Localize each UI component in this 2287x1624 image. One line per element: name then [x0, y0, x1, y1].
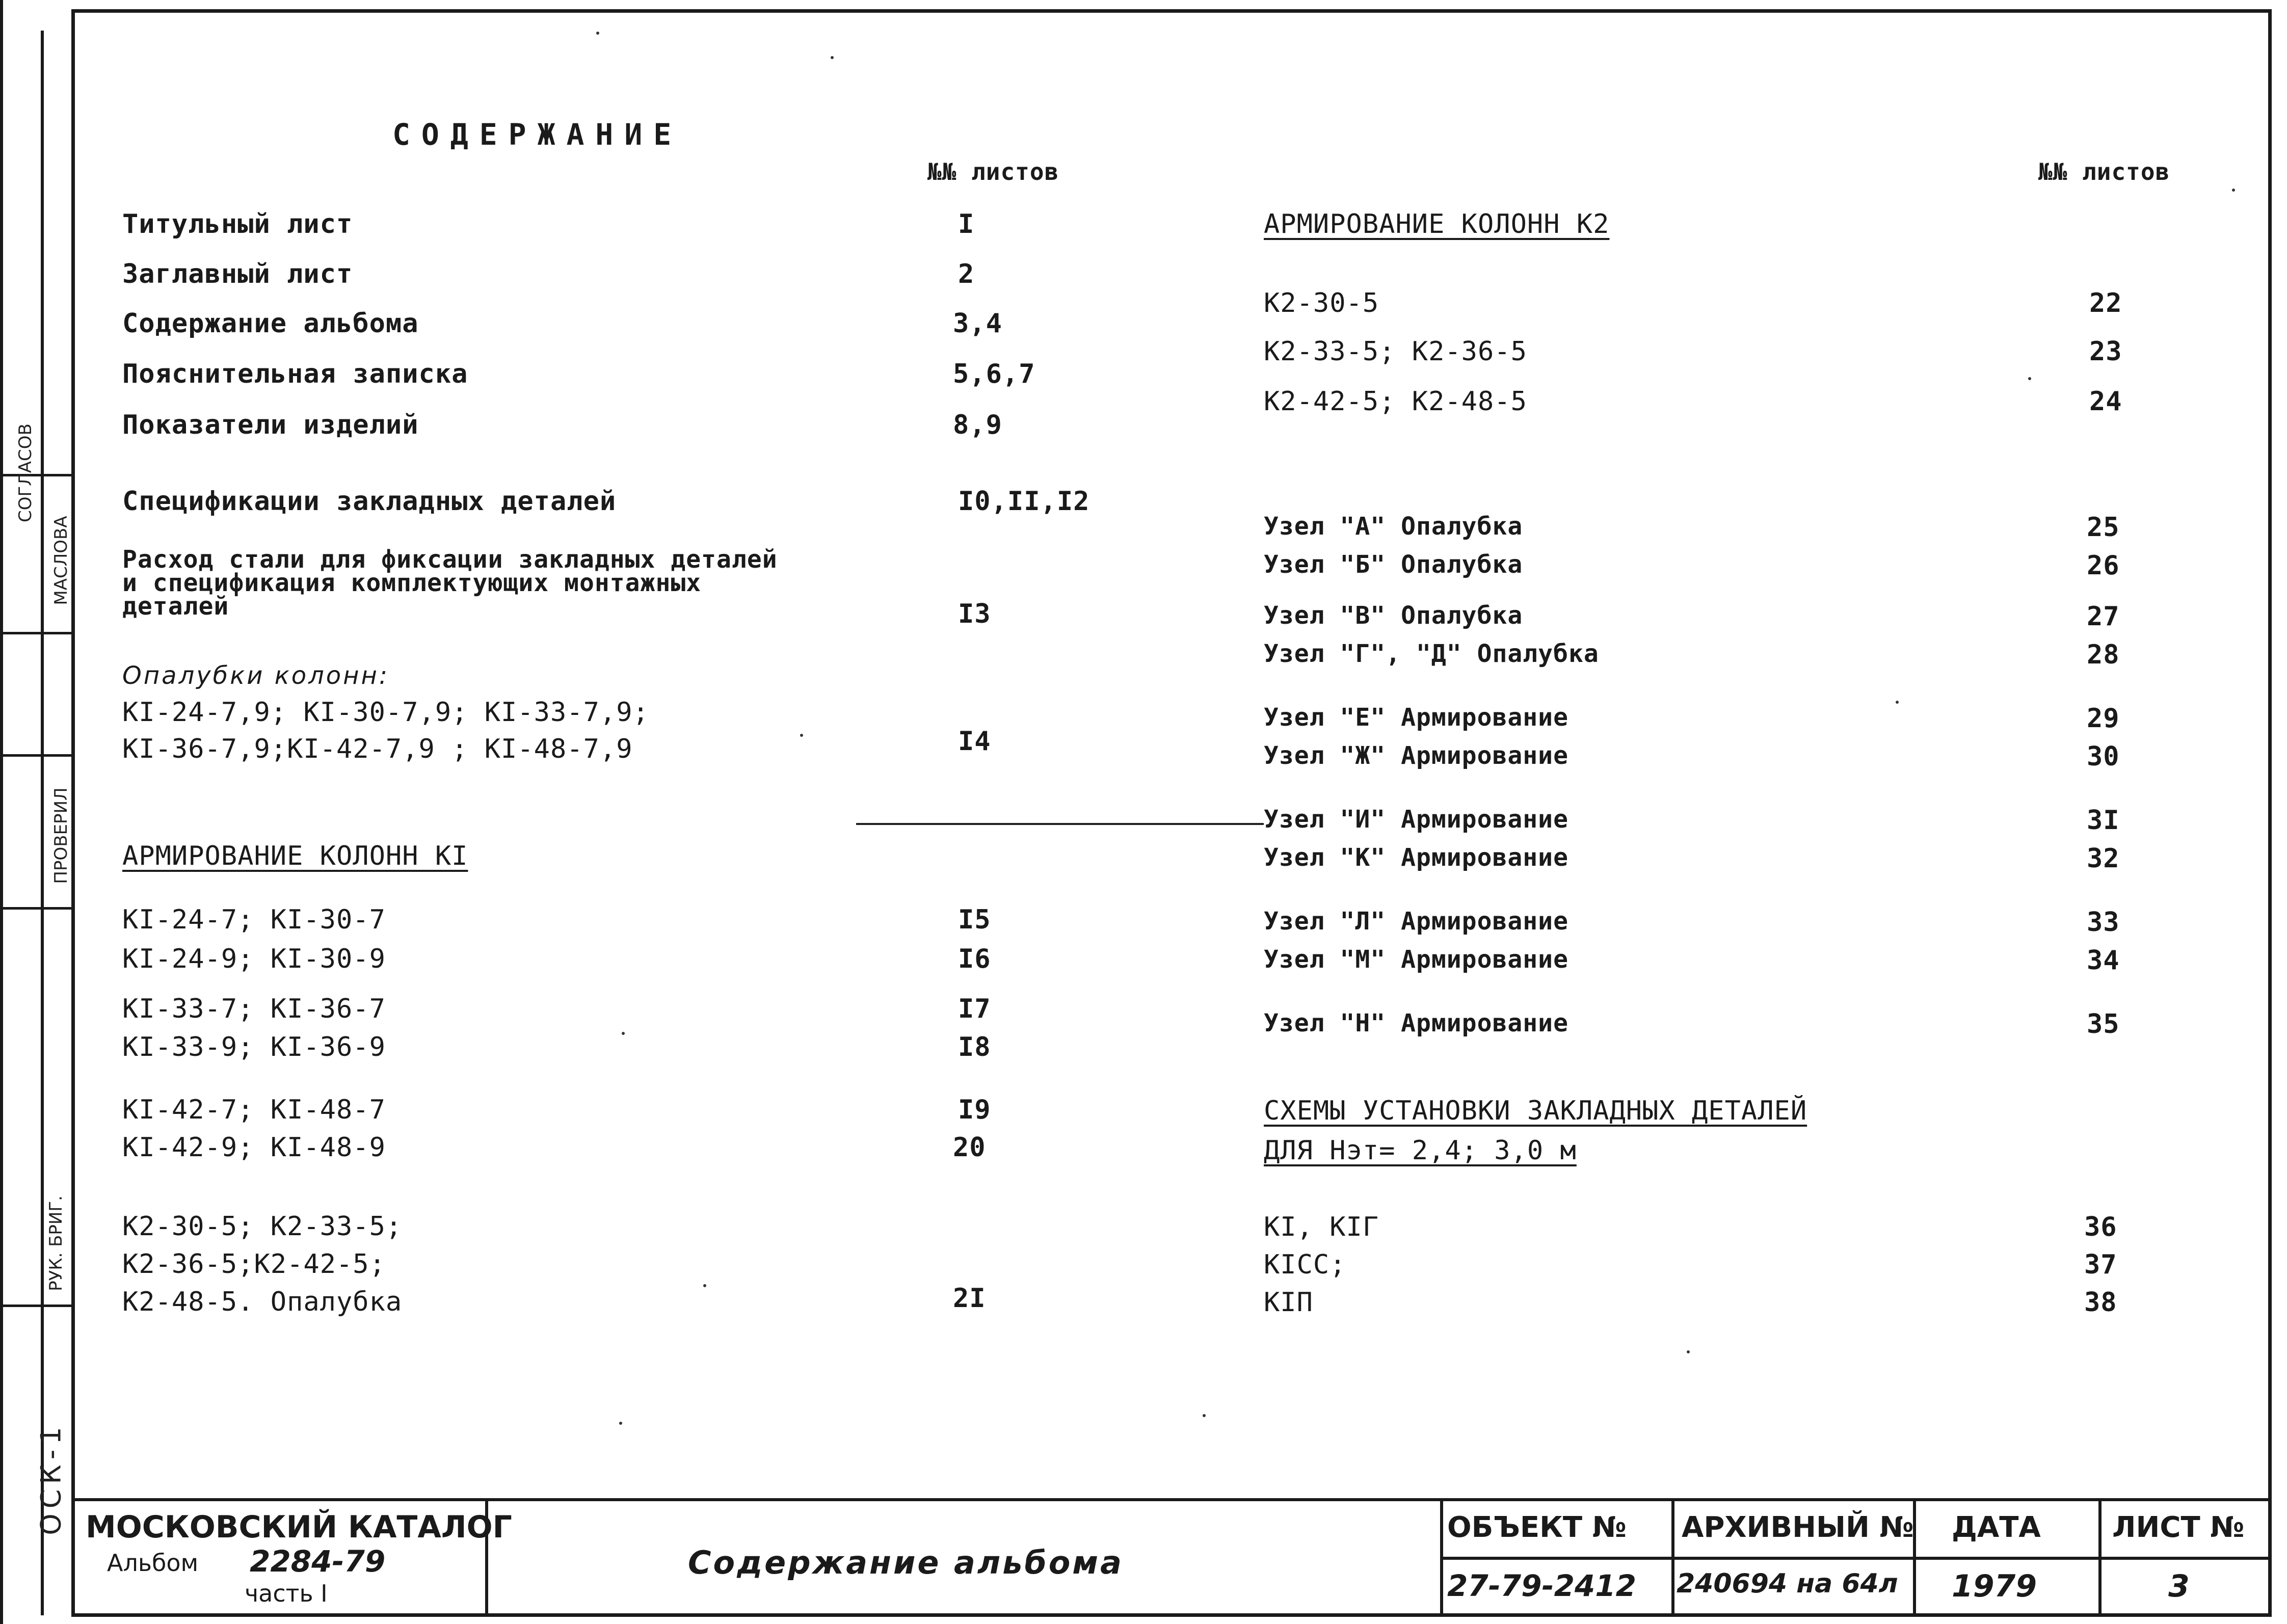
- toc-sheet-number: I: [958, 209, 975, 239]
- strip-divider: [0, 474, 71, 476]
- stamp-album-label: Альбом: [107, 1549, 199, 1577]
- stamp-catalog: МОСКОВСКИЙ КАТАЛОГ: [86, 1509, 512, 1545]
- toc-item-main-sheet: Заглавный лист: [122, 259, 353, 289]
- stamp-archive-value: 240694 на 64л: [1677, 1568, 1898, 1599]
- scan-speck: [1687, 1350, 1690, 1353]
- toc-sheet-number: 28: [2087, 640, 2120, 670]
- toc-sheet-number: 22: [2089, 288, 2122, 318]
- scan-speck: [619, 1422, 622, 1425]
- toc-sheet-number: 35: [2087, 1009, 2120, 1040]
- node-item: Узел "Г", "Д" Опалубка: [1264, 640, 1599, 668]
- scheme-item: КIП: [1264, 1287, 1313, 1318]
- toc-item-formwork: [122, 657, 649, 767]
- scan-speck: [622, 1032, 625, 1035]
- k2-item: К2-30-5: [1264, 288, 1379, 318]
- node-item: Узел "М" Армирование: [1264, 945, 1568, 974]
- toc-sheet-number: 36: [2084, 1212, 2117, 1242]
- k1-section-title: АРМИРОВАНИЕ КОЛОНН КI: [122, 841, 468, 871]
- page-title: СОДЕРЖАНИЕ: [392, 117, 683, 152]
- toc-line: Расход стали для фиксации закладных деталей: [122, 545, 778, 574]
- toc-item-title-sheet: Титульный лист: [122, 209, 353, 239]
- scan-speck: [703, 1284, 706, 1287]
- node-item: Узел "Н" Армирование: [1264, 1009, 1568, 1037]
- toc-sheet-number: 8,9: [953, 410, 1002, 440]
- binding-edge-line: [0, 0, 3, 1624]
- toc-sheet-number: 33: [2087, 907, 2120, 938]
- node-item: Узел "А" Опалубка: [1264, 512, 1523, 541]
- strip-divider: [0, 907, 71, 910]
- stamp-doc-title: Содержание альбома: [688, 1544, 1124, 1581]
- node-item: Узел "Ж" Армирование: [1264, 741, 1568, 770]
- node-item: Узел "Л" Армирование: [1264, 907, 1568, 936]
- toc-line: К2-36-5;К2-42-5;: [122, 1249, 386, 1280]
- toc-sheet-number: I0,II,I2: [958, 486, 1090, 517]
- signer-name: МАСЛОВА: [51, 516, 71, 605]
- scan-speck: [800, 734, 803, 737]
- scan-speck: [2028, 377, 2031, 380]
- toc-sheet-number: I9: [958, 1095, 991, 1125]
- k1-item: КI-42-9; КI-48-9: [122, 1132, 386, 1163]
- toc-sheet-number: 2I: [953, 1283, 986, 1314]
- brigade-label: РУК. БРИГ.: [46, 1195, 66, 1291]
- node-item: Узел "Б" Опалубка: [1264, 550, 1523, 579]
- stamp-sheet-value: 3: [2168, 1568, 2190, 1604]
- k1-item: КI-24-9; КI-30-9: [122, 944, 386, 974]
- k1-item: КI-24-7; КI-30-7: [122, 904, 386, 935]
- code-label: ОСК-1: [35, 1422, 67, 1535]
- stamp-part: часть I: [245, 1580, 328, 1607]
- toc-sheet-number: 34: [2087, 945, 2120, 976]
- agreed-label: СОГЛАСОВ: [15, 423, 36, 522]
- stamp-object-value: 27-79-2412: [1447, 1568, 1636, 1603]
- binding-strip-line: [41, 31, 44, 1615]
- stamp-archive-header: АРХИВНЫЙ №: [1682, 1511, 1914, 1544]
- toc-sheet-number: 27: [2087, 601, 2120, 632]
- toc-sheet-number: 3I: [2087, 805, 2120, 836]
- toc-line: и спецификация комплектующих монтажных: [122, 569, 702, 597]
- scheme-item: КIСС;: [1264, 1249, 1346, 1280]
- toc-sheet-number: I5: [958, 904, 991, 935]
- toc-sheet-number: 2: [958, 259, 975, 289]
- toc-sheet-number: 24: [2089, 386, 2122, 417]
- toc-sheet-number: 23: [2089, 336, 2122, 367]
- strip-divider: [0, 1304, 71, 1307]
- stamp-row-divider: [1440, 1557, 2272, 1560]
- toc-sheet-number: 30: [2087, 741, 2120, 772]
- toc-line: Опалубки колонн:: [122, 661, 390, 690]
- k1-item: КI-33-7; КI-36-7: [122, 994, 386, 1024]
- toc-sheet-number: 26: [2087, 550, 2120, 581]
- toc-line: К2-30-5; К2-33-5;: [122, 1211, 403, 1242]
- toc-line: КI-36-7,9;КI-42-7,9 ; КI-48-7,9: [122, 734, 633, 764]
- toc-sheet-number: 3,4: [953, 308, 1002, 339]
- scheme-item: КI, КIГ: [1264, 1212, 1379, 1242]
- toc-sheet-number: 5,6,7: [953, 359, 1035, 389]
- leader-line: [856, 823, 1264, 825]
- sheets-header-left: №№ листов: [927, 158, 1059, 185]
- toc-sheet-number: I8: [958, 1032, 991, 1062]
- stamp-object-header: ОБЪЕКТ №: [1447, 1511, 1627, 1544]
- toc-sheet-number: I3: [958, 599, 991, 629]
- toc-sheet-number: 37: [2084, 1249, 2117, 1280]
- toc-line: деталей: [122, 592, 229, 621]
- toc-line: КI-24-7,9; КI-30-7,9; КI-33-7,9;: [122, 697, 649, 728]
- strip-divider: [0, 632, 71, 634]
- scan-speck: [1203, 1414, 1206, 1417]
- toc-item-embedded-specs: Спецификации закладных деталей: [122, 486, 617, 517]
- stamp-date-header: ДАТА: [1952, 1511, 2041, 1544]
- toc-sheet-number: 29: [2087, 703, 2120, 734]
- schemes-subtitle: ДЛЯ Нэт= 2,4; 3,0 м: [1264, 1135, 1577, 1166]
- toc-sheet-number: 25: [2087, 512, 2120, 543]
- toc-sheet-number: 38: [2084, 1287, 2117, 1318]
- node-item: Узел "И" Армирование: [1264, 805, 1568, 834]
- schemes-title: СХЕМЫ УСТАНОВКИ ЗАКЛАДНЫХ ДЕТАЛЕЙ: [1264, 1096, 1807, 1126]
- scan-speck: [831, 56, 834, 59]
- sheets-header-right: №№ листов: [2038, 158, 2170, 185]
- toc-sheet-number: I4: [958, 726, 991, 757]
- node-item: Узел "В" Опалубка: [1264, 601, 1523, 630]
- node-item: Узел "Е" Армирование: [1264, 703, 1568, 732]
- k2-item: К2-33-5; К2-36-5: [1264, 336, 1527, 367]
- toc-sheet-number: I6: [958, 944, 991, 974]
- stamp-sheet-header: ЛИСТ №: [2112, 1511, 2245, 1544]
- toc-item-explanatory-note: Пояснительная записка: [122, 359, 468, 389]
- toc-sheet-number: I7: [958, 994, 991, 1024]
- checked-label: ПРОВЕРИЛ: [51, 787, 71, 884]
- toc-sheet-number: 20: [953, 1132, 986, 1163]
- stamp-date-value: 1979: [1952, 1568, 2037, 1604]
- toc-line: К2-48-5. Опалубка: [122, 1287, 403, 1317]
- k1-item: КI-33-9; КI-36-9: [122, 1032, 386, 1062]
- node-item: Узел "К" Армирование: [1264, 843, 1568, 872]
- scan-speck: [596, 32, 599, 35]
- stamp-album-number: 2284-79: [250, 1544, 386, 1579]
- scan-speck: [1896, 701, 1899, 704]
- k2-section-title: АРМИРОВАНИЕ КОЛОНН К2: [1264, 209, 1610, 239]
- toc-sheet-number: 32: [2087, 843, 2120, 874]
- toc-item-contents: Содержание альбома: [122, 308, 419, 339]
- drawing-frame: [71, 9, 2272, 1617]
- toc-item-steel-usage: [122, 545, 778, 621]
- strip-divider: [0, 754, 71, 757]
- k2-formwork-item: [122, 1208, 402, 1321]
- k1-item: КI-42-7; КI-48-7: [122, 1095, 386, 1125]
- scan-speck: [2232, 189, 2235, 192]
- k2-item: К2-42-5; К2-48-5: [1264, 386, 1527, 417]
- toc-item-indicators: Показатели изделий: [122, 410, 419, 440]
